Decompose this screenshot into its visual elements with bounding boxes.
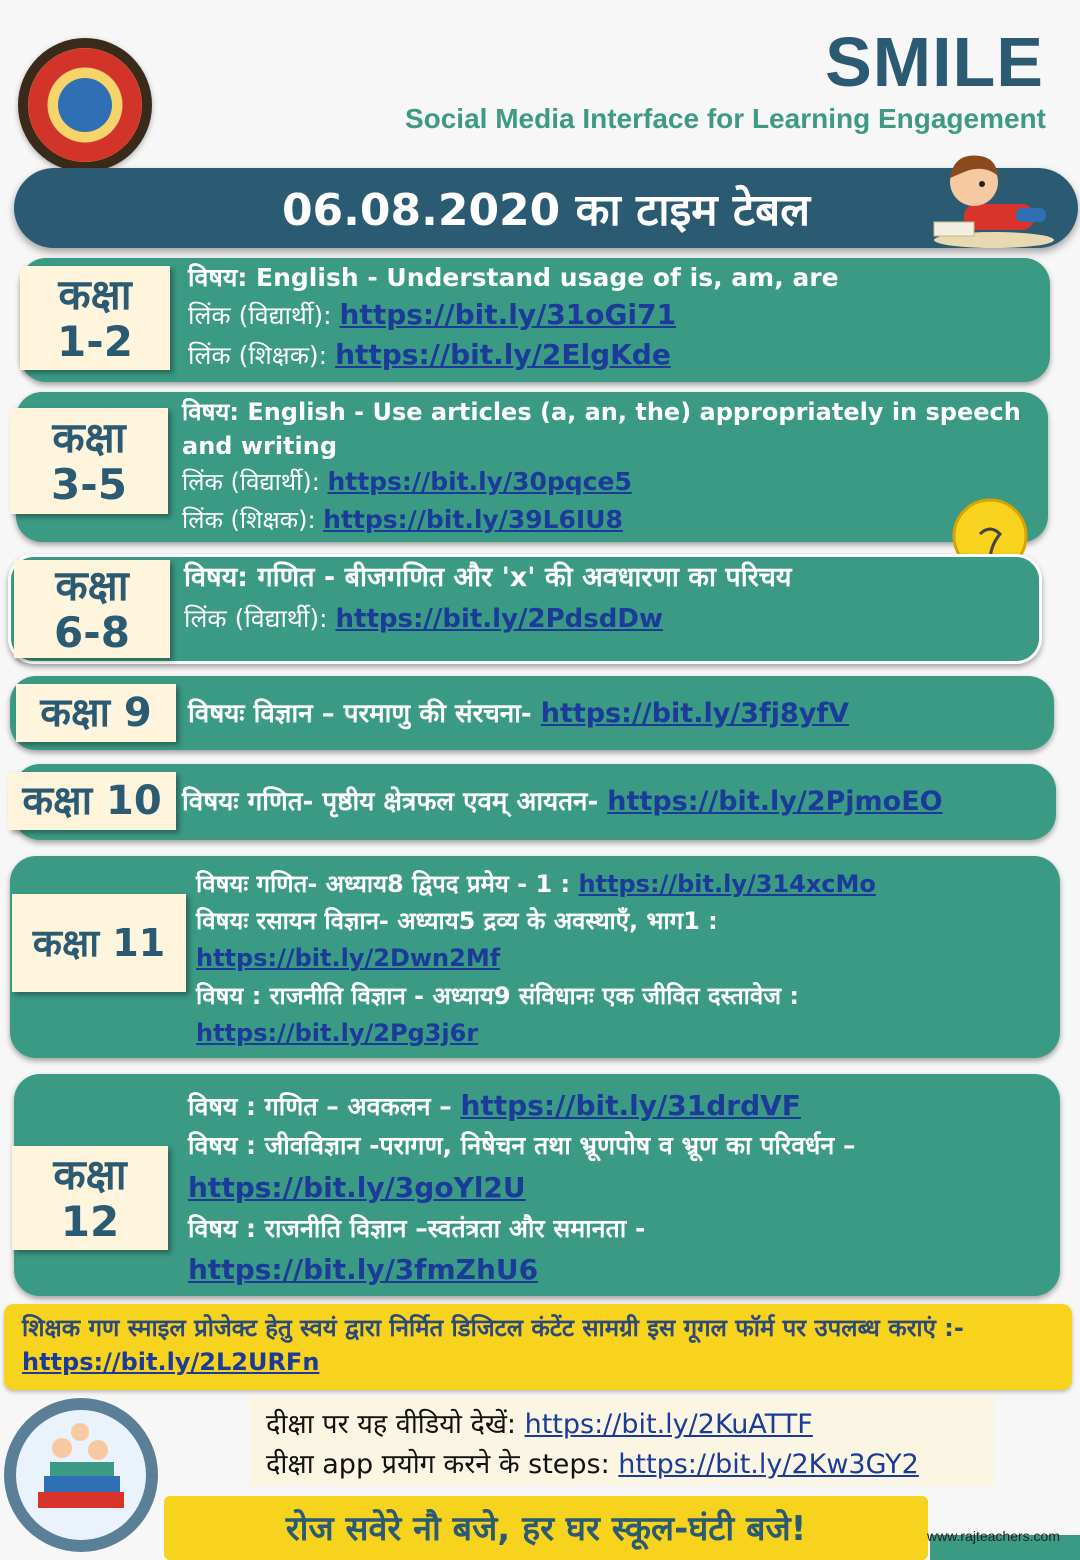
- timetable-banner: [14, 168, 1078, 248]
- class-12-subject-2: विषय : जीवविज्ञान -परागण, निषेचन तथा भ्रूणपोष व भ्रूण का परिवर्धन –: [188, 1131, 856, 1161]
- class-label-word: कक्षा: [53, 1149, 127, 1199]
- subject-prefix: विषय: [188, 263, 238, 292]
- class-9-subject: विषयः विज्ञान – परमाणु की संरचना-: [188, 699, 541, 729]
- diksha-steps-line: [266, 1444, 919, 1481]
- slogan: रोज सवेरे नौ बजे, हर घर स्कूल-घंटी बजे!: [285, 1509, 807, 1549]
- class-label-word: कक्षा: [55, 560, 129, 610]
- timetable-title: 06.08.2020 का टाइम टेबल: [281, 185, 811, 236]
- class-12-subject-3: विषय : राजनीति विज्ञान –स्वतंत्रता और समानता -: [188, 1213, 646, 1243]
- smile-title: SMILE: [825, 23, 1044, 101]
- notice-text: शिक्षक गण स्माइल प्रोजेक्ट हेतु स्वयं द्वारा निर्मित डिजिटल कंटेंट सामग्री इस गूगल फॉर्म पर उपलब्ध कराएं :-: [22, 1314, 964, 1342]
- diksha-video-link[interactable]: https://bit.ly/2KuATTF: [524, 1409, 813, 1440]
- books-icon: [16, 1410, 146, 1540]
- class-6-8-student-link[interactable]: https://bit.ly/2PdsdDw: [335, 604, 663, 635]
- class-label-number: 12: [60, 1197, 120, 1246]
- class-11-subject-3: विषय : राजनीति विज्ञान - अध्याय9 संविधानः एक जीवित दस्तावेज :: [196, 981, 799, 1010]
- class-label-number: 3-5: [51, 460, 127, 509]
- class-label-word: कक्षा: [52, 412, 126, 462]
- class-label-word: कक्षा: [58, 269, 132, 319]
- class-10-link[interactable]: https://bit.ly/2PjmoEO: [607, 786, 943, 817]
- class-3-5-subject: : English - Use articles (a, an, the) appropriately in speech and writing: [182, 398, 1021, 460]
- google-form-link[interactable]: https://bit.ly/2L2URFn: [22, 1347, 320, 1376]
- class-3-5-teacher-link[interactable]: https://bit.ly/39L6IU8: [323, 504, 623, 534]
- class-1-2-subject: : English - Understand usage of is, am, are: [237, 263, 839, 292]
- class-label-number: 6-8: [54, 608, 130, 657]
- website-link[interactable]: www.rajteachers.com: [926, 1528, 1060, 1544]
- class-6-8-label: [14, 560, 170, 658]
- logo-emblem: [58, 78, 112, 132]
- class-11-subject-1: विषयः गणित- अध्याय8 द्विपद प्रमेय - 1 :: [196, 870, 579, 898]
- class-10-label: कक्षा 10: [8, 772, 176, 830]
- diksha-box: [250, 1396, 994, 1486]
- education-department-logo: [18, 38, 152, 172]
- diksha-steps-label: दीक्षा app प्रयोग करने के steps:: [266, 1449, 619, 1480]
- subject-prefix: विषय: [182, 398, 230, 426]
- class-10-details: [182, 784, 1062, 820]
- class-6-8-details: [184, 560, 964, 637]
- teacher-notice: [22, 1312, 1058, 1379]
- class-3-5-details: [182, 396, 1032, 538]
- class-10-subject: विषयः गणित- पृष्ठीय क्षेत्रफल एवम् आयतन-: [182, 787, 608, 817]
- reading-boy-illustration: [924, 142, 1054, 250]
- class-12-subject-1: विषय : गणित – अवकलन –: [188, 1092, 461, 1121]
- class-9-label: कक्षा 9: [16, 684, 176, 742]
- class-1-2-label: [20, 266, 170, 370]
- diksha-video-label: दीक्षा पर यह वीडियो देखें:: [266, 1409, 525, 1440]
- class-3-5-label: [10, 408, 168, 514]
- class-1-2-student-link[interactable]: https://bit.ly/31oGi71: [339, 297, 677, 331]
- class-1-2-details: [188, 262, 1038, 373]
- smile-subtitle: Social Media Interface for Learning Engagement: [404, 103, 1046, 134]
- teacher-link-label: लिंक (शिक्षक):: [182, 505, 324, 534]
- teacher-notice-box: [4, 1304, 1072, 1390]
- class-12-details: [188, 1084, 1048, 1292]
- diksha-video-line: [266, 1404, 813, 1441]
- class-1-2-teacher-link[interactable]: https://bit.ly/2ElgKde: [335, 337, 671, 371]
- class-11-details: [196, 866, 1046, 1052]
- class-label-number: 1-2: [57, 317, 133, 366]
- kids-illustration-inner: [16, 1410, 146, 1540]
- class-6-8-subject: विषय: गणित - बीजगणित और 'x' की अवधारणा का परिचय: [184, 562, 792, 593]
- class-11-link-1[interactable]: https://bit.ly/314xcMo: [578, 870, 876, 898]
- class-9-link[interactable]: https://bit.ly/3fj8yfV: [540, 698, 849, 729]
- class-9-details: [188, 696, 1048, 732]
- class-11-subject-2: विषयः रसायन विज्ञान- अध्याय5 द्रव्य के अवस्थाएँ, भाग1 :: [196, 907, 718, 936]
- slogan-bar: [164, 1496, 928, 1560]
- class-3-5-student-link[interactable]: https://bit.ly/30pqce5: [327, 467, 632, 497]
- class-11-label: कक्षा 11: [12, 894, 186, 992]
- diksha-steps-link[interactable]: https://bit.ly/2Kw3GY2: [618, 1449, 919, 1480]
- class-12-link-3[interactable]: https://bit.ly/3fmZhU6: [188, 1253, 539, 1287]
- class-11-link-3[interactable]: https://bit.ly/2Pg3j6r: [196, 1018, 479, 1047]
- student-link-label: लिंक (विद्यार्थी):: [188, 300, 340, 330]
- class-11-link-2[interactable]: https://bit.ly/2Dwn2Mf: [196, 944, 501, 973]
- teacher-link-label: लिंक (शिक्षक):: [188, 340, 336, 370]
- kids-reading-illustration: [4, 1398, 158, 1552]
- class-12-link-2[interactable]: https://bit.ly/3goYl2U: [188, 1171, 526, 1205]
- class-12-label: [12, 1146, 168, 1250]
- student-link-label: लिंक (विद्यार्थी):: [182, 468, 328, 497]
- student-link-label: लिंक (विद्यार्थी):: [184, 604, 336, 634]
- class-12-link-1[interactable]: https://bit.ly/31drdVF: [460, 1089, 801, 1122]
